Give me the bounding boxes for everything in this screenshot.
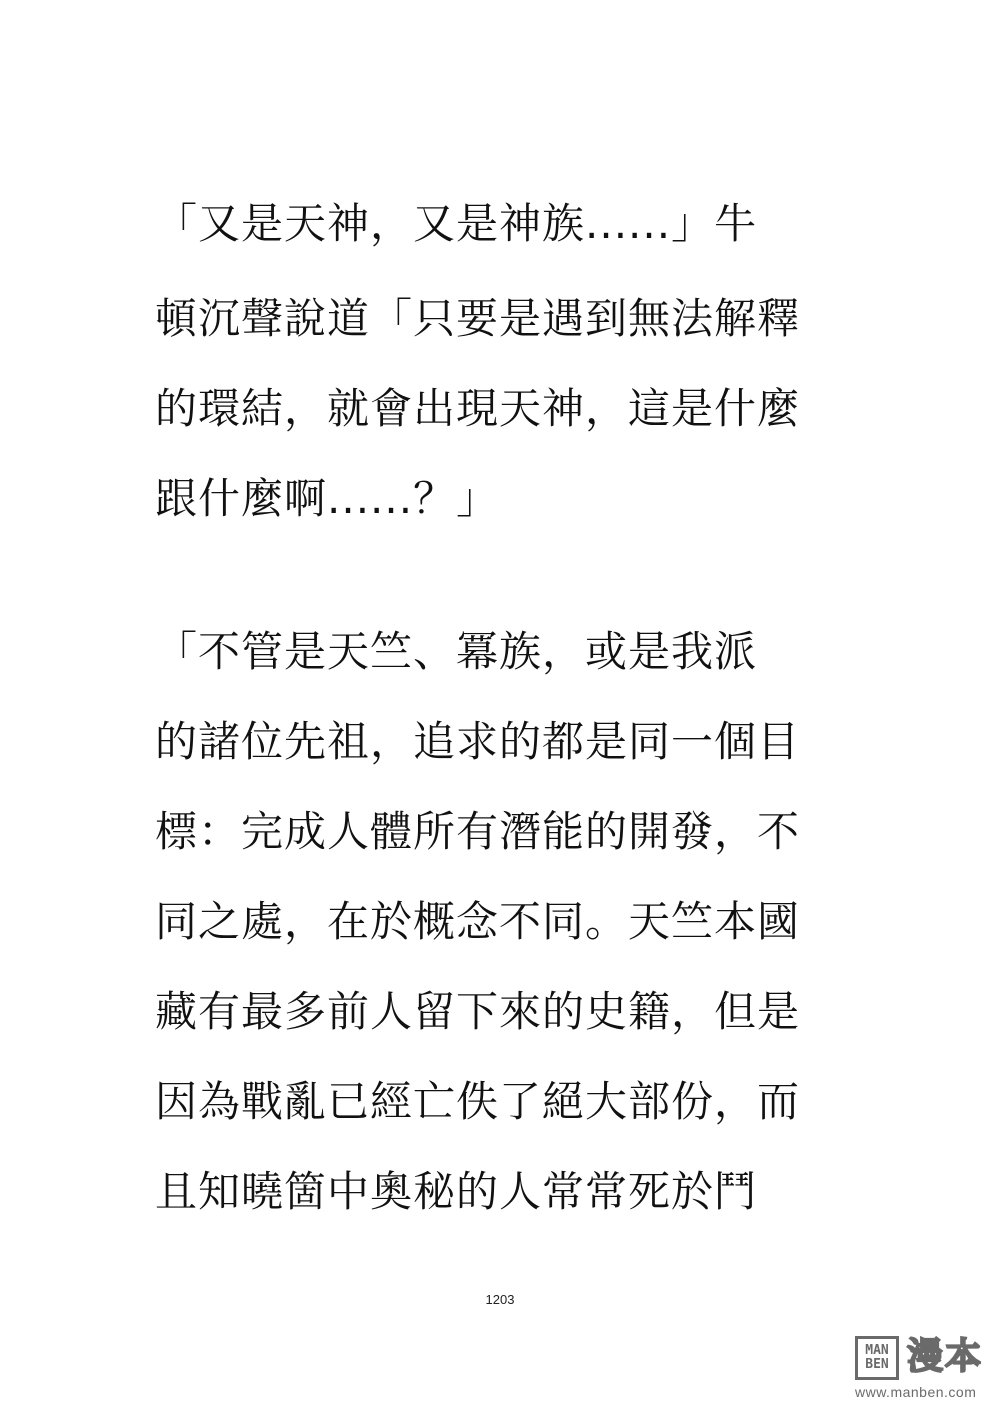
text-line: 標：完成人體所有潛能的開發，不 — [155, 807, 801, 856]
text-line: 且知曉箇中奧秘的人常常死於鬥 — [155, 1167, 758, 1216]
text-line: 的環結，就會出現天神，這是什麼 — [155, 384, 801, 433]
text-line: 頓沉聲說道「只要是遇到無法解釋 — [155, 294, 801, 343]
text-line: 「不管是天竺、冪族，或是我派 — [155, 627, 758, 676]
text-line: 跟什麼啊......？」 — [155, 474, 500, 523]
text-line: 同之處，在於概念不同。天竺本國 — [155, 897, 801, 946]
watermark-brand: 漫本 — [907, 1336, 984, 1377]
manben-logo-icon — [855, 1336, 899, 1380]
logo-text-bottom: BEN — [865, 1357, 889, 1372]
watermark-url: www.manben.com — [855, 1384, 977, 1400]
text-line: 藏有最多前人留下來的史籍，但是 — [155, 987, 801, 1036]
logo-text-top: MAN — [865, 1343, 889, 1358]
site-watermark — [855, 1334, 990, 1404]
page-number: 1203 — [485, 1292, 515, 1307]
text-line: 的諸位先祖，追求的都是同一個目 — [155, 717, 801, 766]
text-line: 「又是天神，又是神族......」牛 — [155, 199, 758, 248]
text-line: 因為戰亂已經亡佚了絕大部份，而 — [155, 1077, 801, 1126]
